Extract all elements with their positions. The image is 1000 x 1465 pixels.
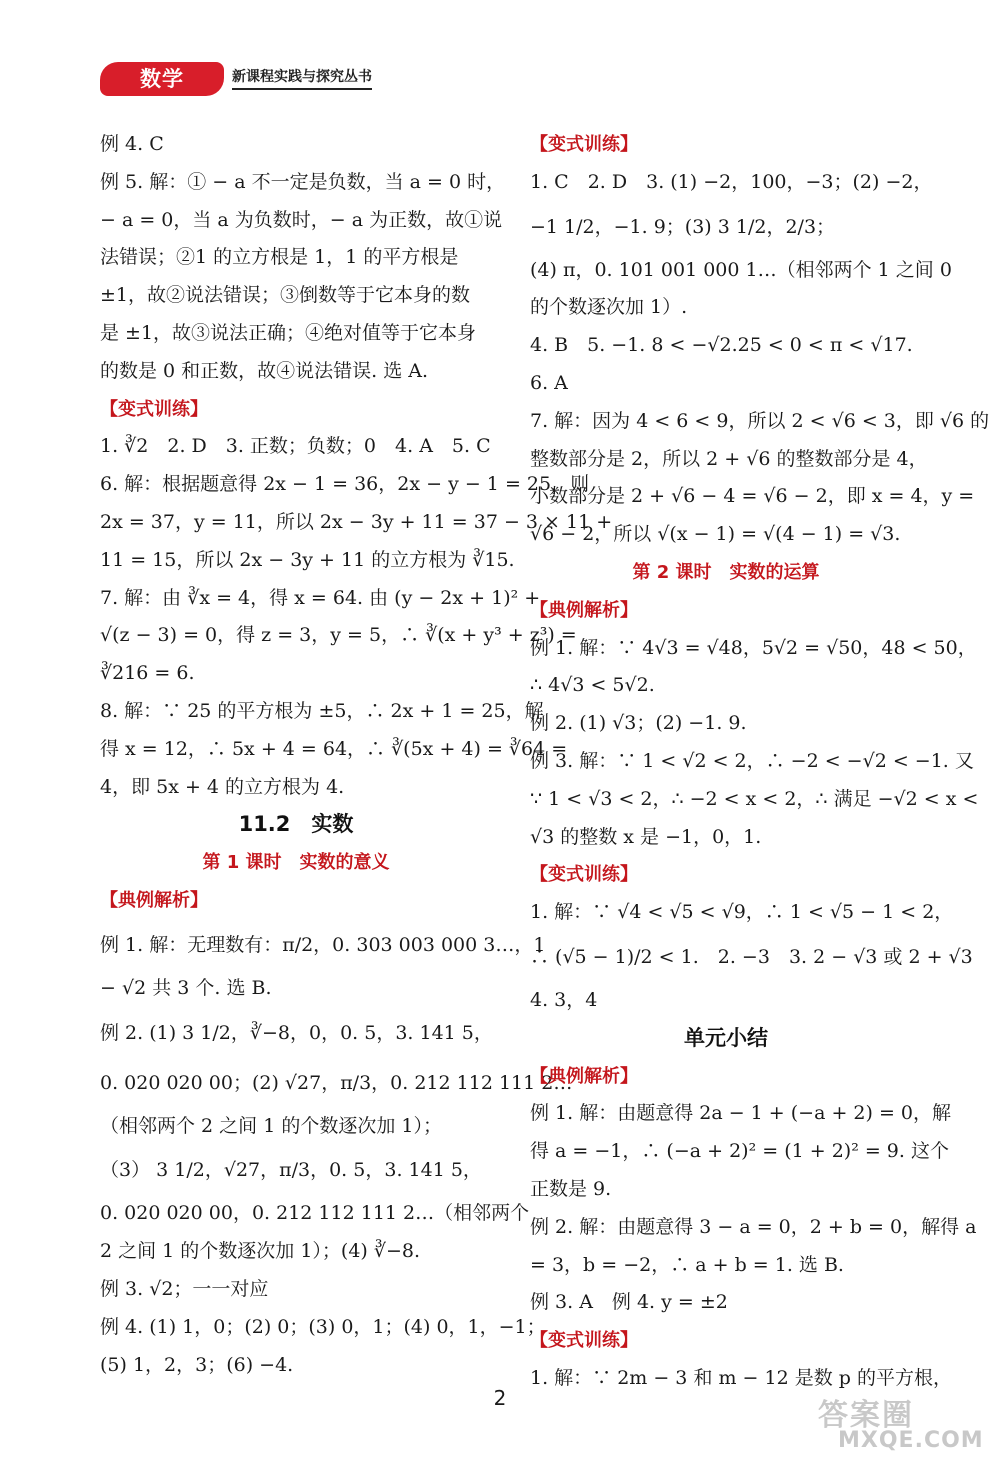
section-bracket-label: 【变式训练】 [530, 864, 638, 886]
section-title: 11.2 实数 [238, 812, 354, 837]
series-title: 新课程实践与探究丛书 [232, 66, 372, 90]
answer-line: 1. C 2. D 3. (1) −2，100，−3；(2) −2， [530, 170, 933, 193]
answer-line: 例 2. (1) 3 1/2，∛−8，0，0. 5，3. 141 5， [100, 1021, 493, 1044]
answer-line: − √2 共 3 个. 选 B. [100, 976, 272, 999]
answer-line: 小数部分是 2 + √6 − 4 = √6 − 2，即 x = 4，y = [530, 485, 975, 508]
watermark-url: MXQE.COM [838, 1428, 984, 1453]
answer-line: 2 之间 1 的个数逐次加 1）；(4) ∛−8. [100, 1240, 421, 1263]
answer-line: 7. 解：因为 4 < 6 < 9，所以 2 < √6 < 3，即 √6 的 [530, 409, 990, 432]
answer-line: 整数部分是 2，所以 2 + √6 的整数部分是 4， [530, 447, 928, 470]
answer-line: 6. 解：根据题意得 2x − 1 = 36，2x − y − 1 = 25，则 [100, 473, 590, 496]
answer-line: 是 ±1，故③说法正确；④绝对值等于它本身 [100, 321, 477, 344]
answer-line: 例 5. 解：① − a 不一定是负数，当 a = 0 时， [100, 170, 506, 193]
answer-line: 4. 3，4 [530, 988, 598, 1011]
lesson-title: 第 2 课时 实数的运算 [632, 561, 820, 583]
answer-line: 4，即 5x + 4 的立方根为 4. [100, 775, 345, 798]
answer-line: 正数是 9. [530, 1177, 612, 1200]
answer-line: 得 x = 12，∴ 5x + 4 = 64，∴ ∛(5x + 4) = ∛64 = [100, 737, 568, 760]
answer-line: 法错误；②1 的立方根是 1，1 的平方根是 [100, 246, 459, 269]
answer-line: 2x = 37，y = 11，所以 2x − 3y + 11 = 37 − 3 × 11 + [100, 510, 613, 533]
answer-line: 6. A [530, 371, 568, 394]
answer-line: ±1，故②说法错误；③倒数等于它本身的数 [100, 284, 471, 307]
lesson-title: 第 1 课时 实数的意义 [202, 852, 390, 874]
section-bracket-label: 【变式训练】 [100, 398, 208, 420]
answer-line: (4) π，0. 101 001 000 1…（相邻两个 1 之间 0 [530, 258, 952, 281]
answer-line: 7. 解：由 ∛x = 4，得 x = 64. 由 (y − 2x + 1)² + [100, 586, 541, 609]
answer-line: 例 1. 解：无理数有：π/2，0. 303 003 000 3…，1 [100, 933, 546, 956]
answer-line: 得 a = −1，∴ (−a + 2)² = (1 + 2)² = 9. 这个 [530, 1140, 949, 1163]
answer-line: 的个数逐次加 1）. [530, 296, 688, 319]
right-column [530, 126, 990, 1398]
answer-line: 0. 020 020 00，0. 212 112 111 2…（相邻两个 [100, 1202, 530, 1225]
answer-line: √3 的整数 x 是 −1，0，1. [530, 825, 762, 848]
section-bracket-label: 【典例解析】 [530, 599, 638, 621]
section-bracket-label: 【变式训练】 [530, 134, 638, 155]
unit-summary-title: 单元小结 [684, 1025, 768, 1050]
answer-line: 4. B 5. −1. 8 < −√2.25 < 0 < π < √17. [530, 334, 913, 357]
watermark-logo: 答案圈 [818, 1398, 914, 1433]
answer-line: ∴ (√5 − 1)/2 < 1. 2. −3 3. 2 − √3 或 2 + √3 [530, 945, 973, 968]
answer-line: ∵ 1 < √3 < 2，∴ −2 < x < 2，∴ 满足 −√2 < x < [530, 787, 979, 810]
answer-line: = 3，b = −2，∴ a + b = 1. 选 B. [530, 1253, 844, 1276]
answer-line: 例 2. (1) √3；(2) −1. 9. [530, 712, 747, 735]
answer-line: 11 = 15，所以 2x − 3y + 11 的立方根为 ∛15. [100, 548, 515, 571]
section-bracket-label: 【典例解析】 [530, 1065, 638, 1087]
answer-line: 例 4. C [100, 133, 164, 155]
answer-line: 1. ∛2 2. D 3. 正数；负数；0 4. A 5. C [100, 435, 491, 458]
answer-line: 0. 020 020 00；(2) √27，π/3，0. 212 112 111 2… [100, 1071, 573, 1094]
answer-line: 1. 解：∵ √4 < √5 < √9，∴ 1 < √5 − 1 < 2， [530, 901, 954, 924]
section-bracket-label: 【变式训练】 [530, 1330, 638, 1352]
answer-line: 8. 解：∵ 25 的平方根为 ±5，∴ 2x + 1 = 25，解 [100, 699, 544, 722]
answer-line: 例 1. 解：由题意得 2a − 1 + (−a + 2) = 0，解 [530, 1102, 951, 1125]
answer-line: 例 3. 解：∵ 1 < √2 < 2，∴ −2 < −√2 < −1. 又 [530, 749, 974, 772]
answer-line: （3） 3 1/2，√27，π/3，0. 5，3. 141 5， [100, 1159, 482, 1182]
subject-badge: 数学 [100, 62, 224, 96]
page-number: 2 [493, 1386, 507, 1410]
page-header [100, 62, 400, 98]
answer-line: 例 1. 解：∵ 4√3 = √48，5√2 = √50，48 < 50， [530, 636, 977, 659]
answer-line: 的数是 0 和正数，故④说法错误. 选 A. [100, 359, 429, 382]
answer-line: −1 1/2，−1. 9；(3) 3 1/2，2/3； [530, 215, 836, 238]
answer-line: − a = 0，当 a 为负数时，− a 为正数，故①说 [100, 208, 503, 231]
answer-line: 例 4. (1) 1，0；(2) 0；(3) 0，1；(4) 0，1，−1； [100, 1315, 546, 1338]
answer-line: ∛216 = 6. [100, 662, 195, 685]
section-bracket-label: 【典例解析】 [100, 889, 208, 911]
answer-line: 1. 解：∵ 2m − 3 和 m − 12 是数 p 的平方根， [530, 1366, 952, 1389]
answer-line: (5) 1，2，3；(6) −4. [100, 1353, 294, 1376]
answer-line: √(z − 3) = 0，得 z = 3，y = 5，∴ ∛(x + y³ + z³) = [100, 624, 577, 647]
answer-line: ∴ 4√3 < 5√2. [530, 674, 655, 697]
answer-line: （相邻两个 2 之间 1 的个数逐次加 1）； [100, 1114, 442, 1137]
answer-line: 例 3. A 例 4. y = ±2 [530, 1291, 728, 1314]
answer-line: 例 2. 解：由题意得 3 − a = 0，2 + b = 0，解得 a [530, 1215, 977, 1238]
answer-line: √6 − 2，所以 √(x − 1) = √(4 − 1) = √3. [530, 523, 901, 546]
answer-line: 例 3. √2；一一对应 [100, 1277, 269, 1300]
